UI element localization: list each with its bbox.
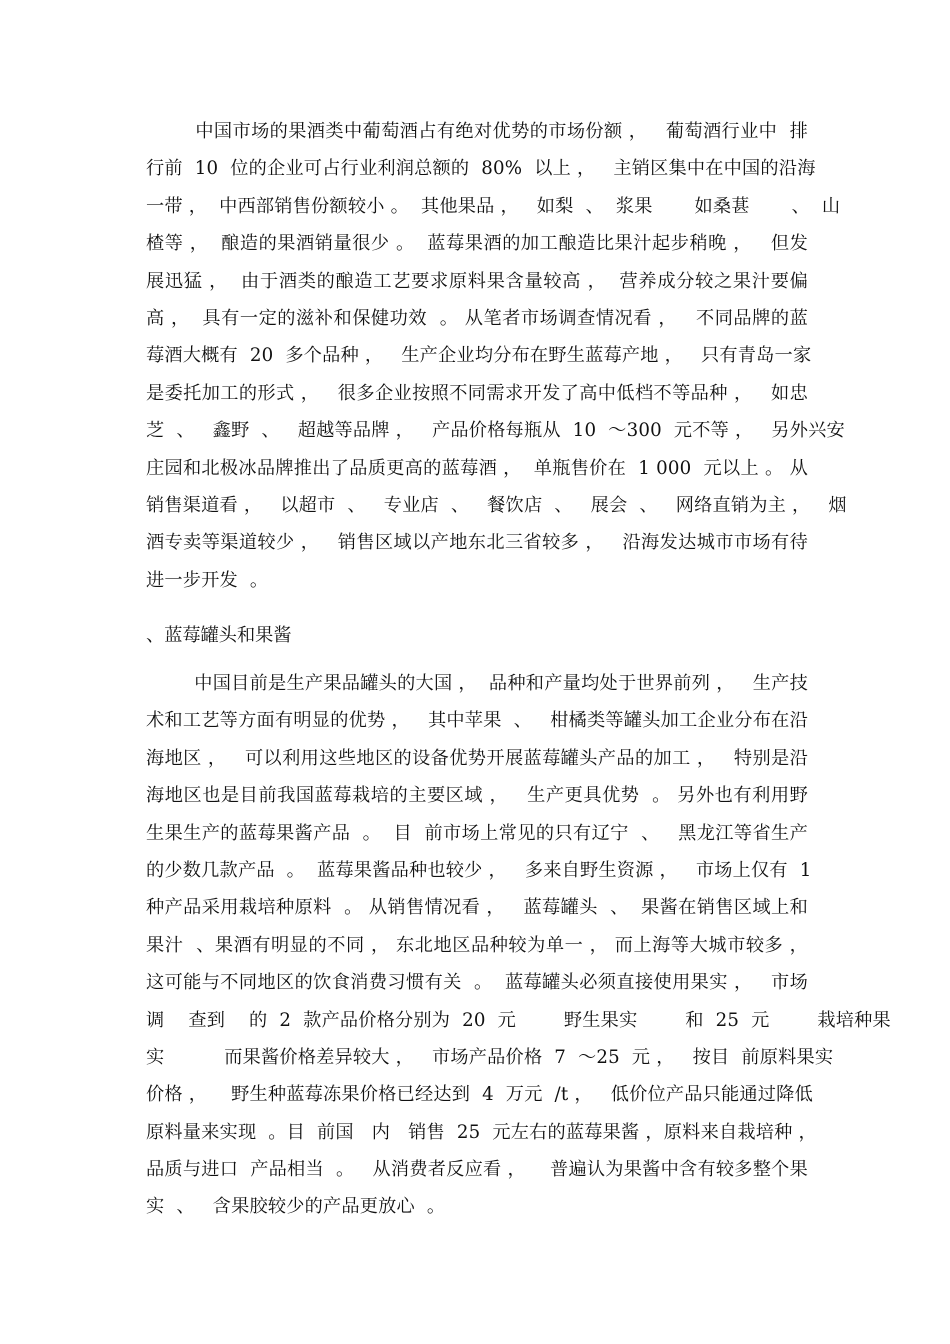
paragraph-line: 价格 ， 野生种蓝莓冻果价格已经达到 4 万元 /t ， 低价位产品只能通过降低 <box>146 1084 813 1106</box>
paragraph-line: 酒专卖等渠道较少 ， 销售区域以产地东北三省较多 ， 沿海发达城市市场有待 <box>146 532 808 554</box>
paragraph-canned-jam <box>146 665 891 1226</box>
paragraph-line: 海地区也是目前我国蓝莓栽培的主要区域 ， 生产更具优势 。 另外也有利用野 <box>146 785 808 807</box>
paragraph-line: 高 ， 具有一定的滋补和保健功效 。 从笔者市场调查情况看 ， 不同品牌的蓝 <box>146 307 808 329</box>
paragraph-line: 种产品采用栽培种原料 。 从销售情况看 ， 蓝莓罐头 、 果酱在销售区域上和 <box>146 897 808 919</box>
paragraph-line: 实 而果酱价格差异较大 ， 市场产品价格 7 ～25 元 ， 按目 前原料果实 <box>146 1046 834 1068</box>
paragraph-line: 海地区 ， 可以利用这些地区的设备优势开展蓝莓罐头产品的加工 ， 特别是沿 <box>146 747 808 769</box>
section-heading: 、蓝莓罐头和果酱 <box>146 625 292 646</box>
paragraph-line: 调 查到 的 2 款产品价格分别为 20 元 野生果实 和 25 元 栽培种果 <box>146 1009 891 1031</box>
paragraph-line: 展迅猛 ， 由于酒类的酿造工艺要求原料果含量较高 ， 营养成分较之果汁要偏 <box>146 270 808 292</box>
paragraph-line: 果汁 、果酒有明显的不同 ， 东北地区品种较为单一 ， 而上海等大城市较多 ， <box>146 934 808 956</box>
paragraph-line: 实 、 含果胶较少的产品更放心 。 <box>146 1196 446 1218</box>
paragraph-line: 这可能与不同地区的饮食消费习惯有关 。 蓝莓罐头必须直接使用果实 ， 市场 <box>146 972 808 994</box>
paragraph-line: 莓酒大概有 20 多个品种 ， 生产企业均分布在野生蓝莓产地 ， 只有青岛一家 <box>146 345 812 367</box>
paragraph-line: 庄园和北极冰品牌推出了品质更高的蓝莓酒 ， 单瓶售价在 1 000 元以上 。 从 <box>146 457 808 479</box>
paragraph-wine-market <box>146 113 847 599</box>
paragraph-line: 销售渠道看 ， 以超市 、 专业店 、 餐饮店 、 展会 、 网络直销为主 ， 烟 <box>146 494 847 516</box>
paragraph-line: 一带 ， 中西部销售份额较小 。 其他果品 ， 如梨 、 浆果 如桑葚 、 山 <box>146 195 841 217</box>
paragraph-line: 进一步开发 。 <box>146 569 269 591</box>
paragraph-line: 中国市场的果酒类中葡萄酒占有绝对优势的市场份额 ， 葡萄酒行业中 排 <box>146 121 808 142</box>
paragraph-line: 原料量来实现 。目 前国 内 销售 25 元左右的蓝莓果酱 ，原料来自栽培种 ， <box>146 1121 817 1143</box>
paragraph-line: 生果生产的蓝莓果酱产品 。 目 前市场上常见的只有辽宁 、 黑龙江等省生产 <box>146 822 808 844</box>
paragraph-line: 楂等 ， 酿造的果酒销量很少 。 蓝莓果酒的加工酿造比果汁起步稍晚 ， 但发 <box>146 233 808 255</box>
paragraph-line: 中国目前是生产果品罐头的大国 ， 品种和产量均处于世界前列 ， 生产技 <box>146 673 808 694</box>
paragraph-line: 术和工艺等方面有明显的优势 ， 其中苹果 、 柑橘类等罐头加工企业分布在沿 <box>146 710 808 732</box>
paragraph-line: 是委托加工的形式 ， 很多企业按照不同需求开发了高中低档不等品种 ， 如忠 <box>146 382 808 404</box>
paragraph-line: 的少数几款产品 。 蓝莓果酱品种也较少 ， 多来自野生资源 ， 市场上仅有 1 <box>146 859 812 881</box>
paragraph-line: 品质与进口 产品相当 。 从消费者反应看 ， 普遍认为果酱中含有较多整个果 <box>146 1159 808 1181</box>
paragraph-line: 行前 10 位的企业可占行业利润总额的 80% 以上 ， 主销区集中在中国的沿海 <box>146 158 816 180</box>
paragraph-line: 芝 、 鑫野 、 超越等品牌 ， 产品价格每瓶从 10 ～300 元不等 ， 另外兴安 <box>146 420 845 442</box>
